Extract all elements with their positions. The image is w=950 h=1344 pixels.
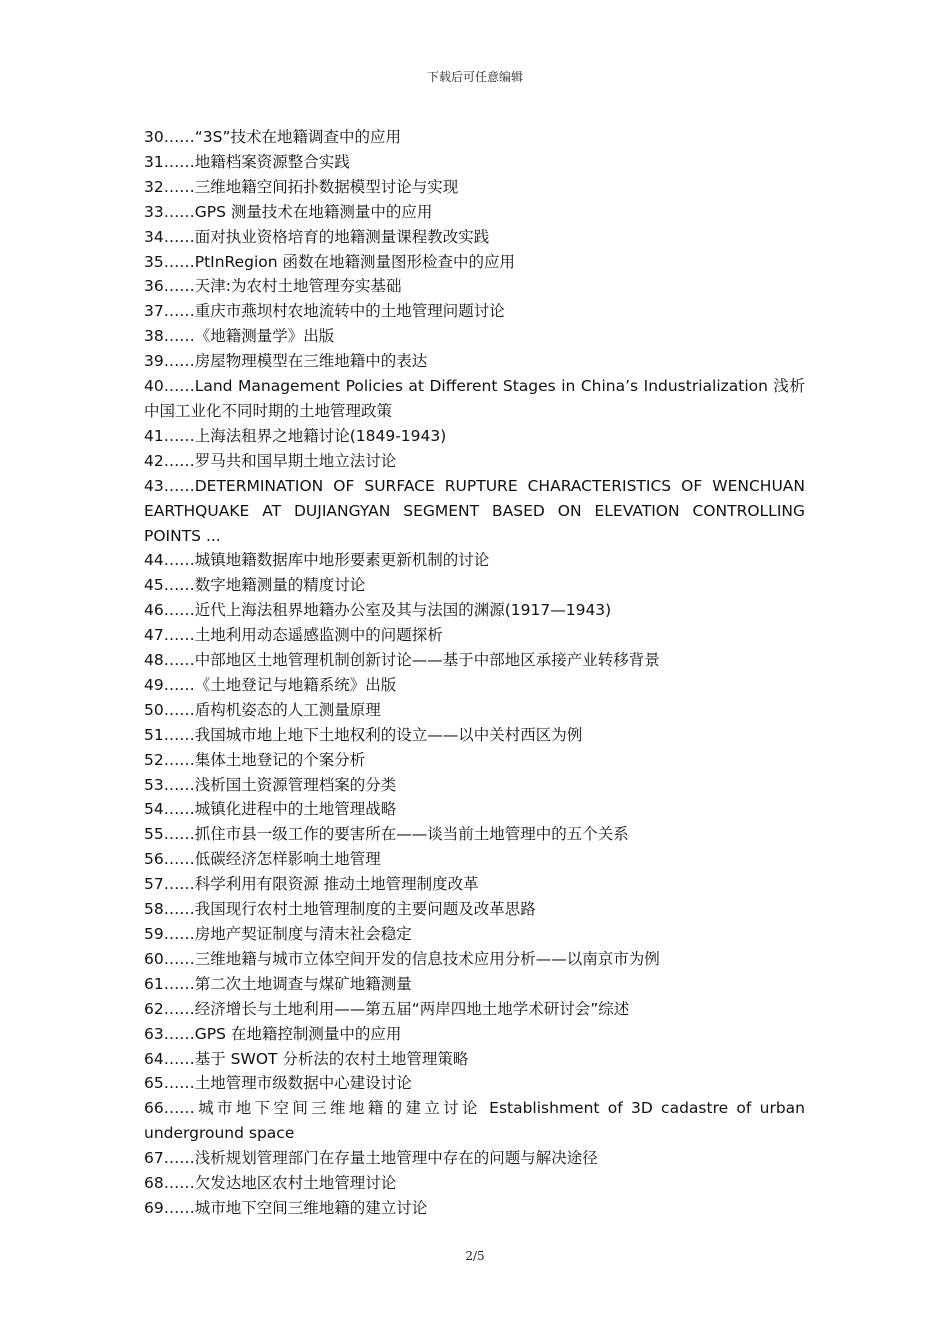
page-number: 2/5 [465, 1249, 485, 1263]
list-item: 54……城镇化进程中的土地管理战略 [144, 800, 397, 819]
list-item: 51……我国城市地上地下土地权利的设立——以中关村西区为例 [144, 725, 583, 744]
list-item: 55……抓住市县一级工作的要害所在——谈当前土地管理中的五个关系 [144, 825, 629, 844]
list-item: 45……数字地籍测量的精度讨论 [144, 576, 366, 595]
list-item: 35……PtInRegion 函数在地籍测量图形检查中的应用 [144, 252, 516, 271]
list-item: 61……第二次土地调查与煤矿地籍测量 [144, 974, 412, 993]
list-item: 69……城市地下空间三维地籍的建立讨论 [144, 1198, 428, 1217]
list-item: 68……欠发达地区农村土地管理讨论 [144, 1174, 397, 1193]
list-item: 30……“3S”技术在地籍调查中的应用 [144, 128, 401, 146]
list-item: 37……重庆市燕坝村农地流转中的土地管理问题讨论 [144, 302, 505, 321]
list-item: 58……我国现行农村土地管理制度的主要问题及改革思路 [144, 900, 536, 919]
list-item: 65……土地管理市级数据中心建设讨论 [144, 1074, 412, 1093]
item-list [144, 125, 805, 1221]
list-item: 62……经济增长与土地利用——第五届“两岸四地土地学术研讨会”综述 [144, 999, 630, 1018]
list-item: 34……面对执业资格培育的地籍测量课程教改实践 [144, 227, 490, 246]
list-item: 41……上海法租界之地籍讨论(1849-1943) [144, 426, 447, 445]
list-item: 64……基于 SWOT 分析法的农村土地管理策略 [144, 1049, 469, 1068]
list-item: 40……Land Management Policies at Different Stages in China’s Industrialization 浅析中国工业化不同时期的土地管理政策 [144, 377, 805, 420]
list-item: 56……低碳经济怎样影响土地管理 [144, 850, 381, 869]
list-item: 60……三维地籍与城市立体空间开发的信息技术应用分析——以南京市为例 [144, 949, 660, 968]
list-item: 31……地籍档案资源整合实践 [144, 152, 350, 171]
list-item: 36……天津:为农村土地管理夯实基础 [144, 277, 402, 296]
list-item: 49……《土地登记与地籍系统》出版 [144, 675, 397, 694]
list-item: 43……DETERMINATION OF SURFACE RUPTURE CHARACTERISTICS OF WENCHUAN EARTHQUAKE AT DUJIANGYAN SEGMENT BASED ON ELEVATION CONTROLLING POINTS ... [144, 476, 805, 545]
list-item: 59……房地产契证制度与清末社会稳定 [144, 925, 412, 943]
list-item: 53……浅析国土资源管理档案的分类 [144, 775, 397, 794]
list-item: 39……房屋物理模型在三维地籍中的表达 [144, 352, 428, 371]
page-header: 下载后可任意编辑 [426, 70, 523, 84]
list-item: 48……中部地区土地管理机制创新讨论——基于中部地区承接产业转移背景 [144, 651, 660, 670]
list-item: 47……土地利用动态遥感监测中的问题探析 [144, 626, 443, 645]
list-item: 52……集体土地登记的个案分析 [144, 750, 366, 769]
list-item: 63……GPS 在地籍控制测量中的应用 [144, 1024, 402, 1043]
list-item: 57……科学利用有限资源 推动土地管理制度改革 [144, 875, 479, 894]
list-item: 32……三维地籍空间拓扑数据模型讨论与实现 [144, 177, 459, 196]
list-item: 67……浅析规划管理部门在存量土地管理中存在的问题与解决途径 [144, 1149, 598, 1168]
list-item: 46……近代上海法租界地籍办公室及其与法国的渊源(1917—1943) [144, 601, 612, 620]
list-item: 44……城镇地籍数据库中地形要素更新机制的讨论 [144, 551, 490, 570]
list-item: 66……城市地下空间三维地籍的建立讨论 Establishment of 3D cadastre of urban underground space [144, 1099, 805, 1143]
list-item: 50……盾构机姿态的人工测量原理 [144, 700, 381, 719]
list-item: 33……GPS 测量技术在地籍测量中的应用 [144, 202, 433, 221]
list-item: 42……罗马共和国早期土地立法讨论 [144, 451, 397, 470]
list-item: 38……《地籍测量学》出版 [144, 327, 335, 346]
